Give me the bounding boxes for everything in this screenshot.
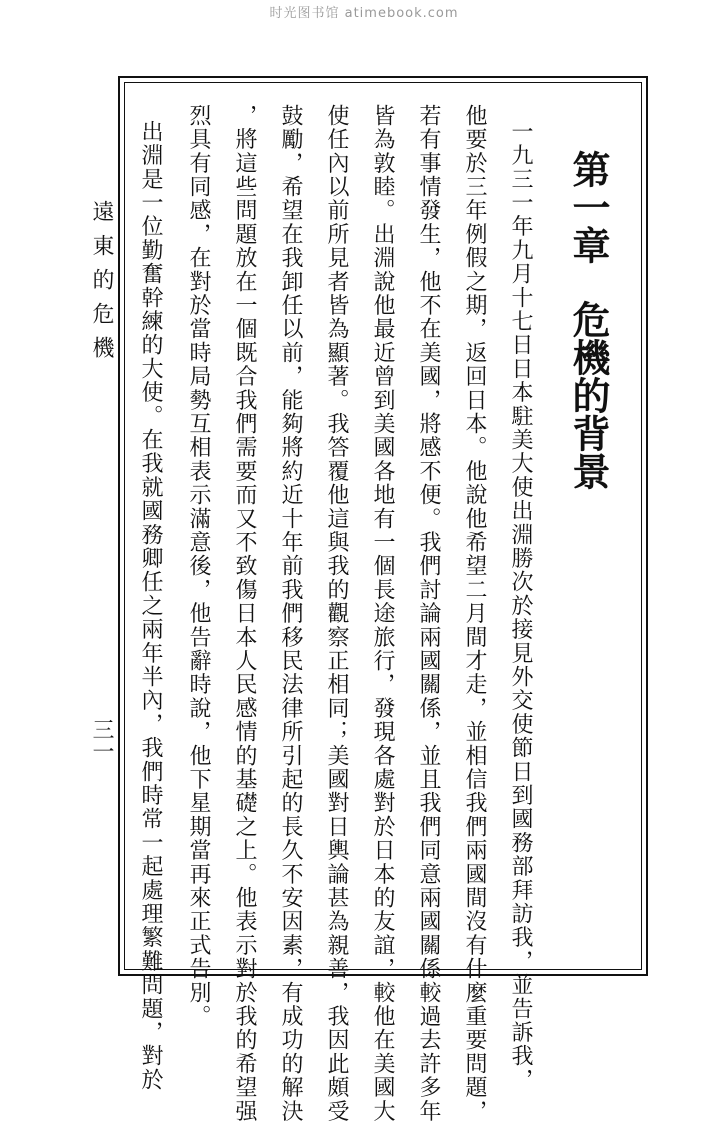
chapter-title: 危機的背景	[566, 300, 611, 490]
text-column-3: 若有事情發生，他不在美國，將感不便。我們討論兩國關係，並且我們同意兩國關係較過去許多年	[416, 104, 441, 1123]
text-column-5: 使任內以前所見者皆為顯著。我答覆他這與我的觀察正相同；美國對日輿論甚為親善，我因此頗受	[324, 104, 349, 1123]
text-column-8: 烈具有同感，在對於當時局勢互相表示滿意後，他告辭時說，他下星期當再來正式告別。	[186, 104, 211, 1029]
text-column-2: 他要於三年例假之期，返回日本。他說他希望二月間才走，並相信我們兩國間沒有什麼重要問題，	[462, 104, 487, 1123]
text-column-4: 皆為敦睦。出淵說他最近曾到美國各地有一個長途旅行，發現各處對於日本的友誼，較他在美國大	[370, 104, 395, 1123]
text-column-7: ，將這些問題放在一個既合我們需要而又不致傷日本人民感情的基礎之上。他表示對於我的希望强	[232, 104, 257, 1123]
text-column-1: 一九三一年九月十七日日本駐美大使出淵勝次於接見外交使節日到國務部拜訪我，並告訴我，	[508, 120, 533, 1092]
chapter-number: 第一章	[566, 150, 611, 264]
text-column-9: 出淵是一位勤奮幹練的大使。在我就國務卿任之兩年半內，我們時常一起處理繁難問題，對於	[138, 120, 163, 1092]
chapter-heading	[566, 150, 610, 490]
text-column-6: 鼓勵，希望在我卸任以前，能夠將約近十年前我們移民法律所引起的長久不安因素，有成功的解決	[278, 104, 303, 1123]
page-number: 三一	[89, 718, 114, 762]
watermark: 时光图书馆 atimebook.com	[269, 6, 459, 21]
running-head: 遠東的危機	[89, 200, 114, 370]
